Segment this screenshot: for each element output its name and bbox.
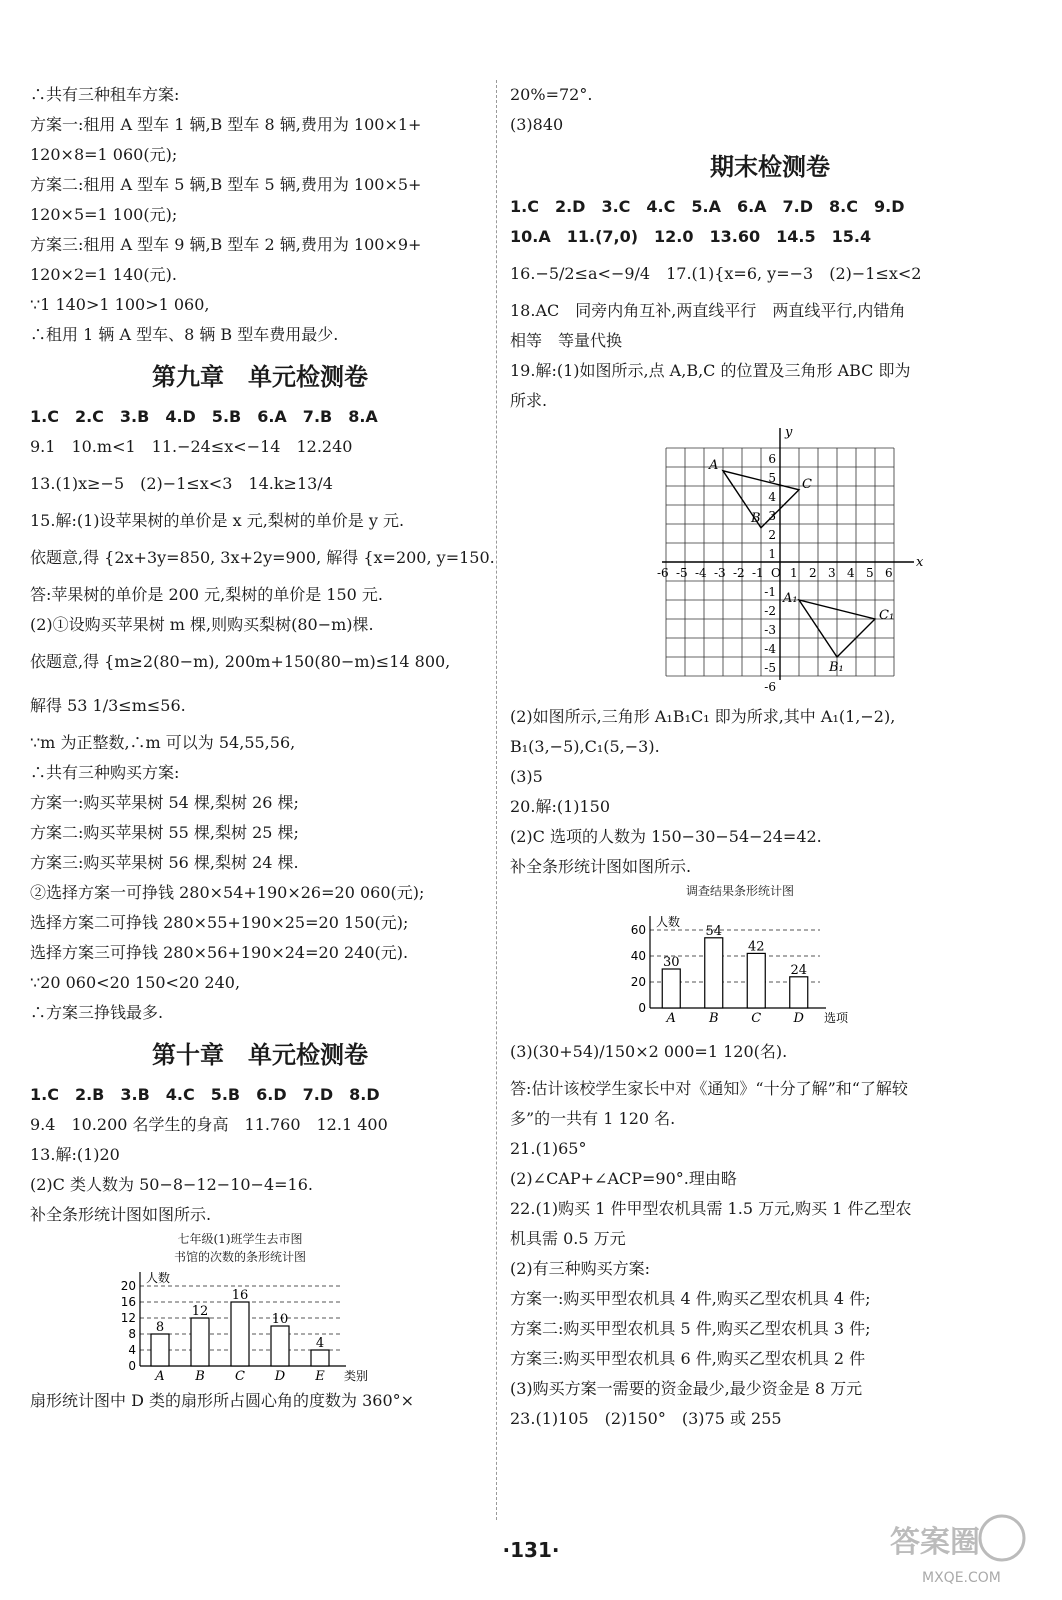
answer-line: 9.1 10.m<1 11.−24≤x<−14 12.240 <box>30 437 353 456</box>
answer-line: ②选择方案一可挣钱 280×54+190×26=20 060(元); <box>30 883 425 902</box>
watermark-text: 答案圈 <box>890 1525 980 1560</box>
category-label: C <box>235 1369 245 1384</box>
y-tick-label: 20 <box>120 1279 136 1293</box>
answer-line: (2)①设购买苹果树 m 棵,则购买梨树(80−m)棵. <box>30 615 374 634</box>
category-label: B <box>708 1011 719 1026</box>
y-tick-label: 5 <box>768 471 776 485</box>
answer-line: 方案三:购买甲型农机具 6 件,购买乙型农机具 2 件 <box>510 1349 866 1368</box>
data-label: 42 <box>747 939 765 955</box>
answer-line: 16.−5/2≤a<−9/4 17.(1){x=6, y=−3 (2)−1≤x<2 <box>510 264 922 283</box>
y-tick-label: 4 <box>128 1343 136 1357</box>
answer-line: 15.解:(1)设苹果树的单价是 x 元,梨树的单价是 y 元. <box>30 511 405 530</box>
y-axis-label: 人数 <box>146 1271 171 1285</box>
answer-line: (2)C 选项的人数为 150−30−54−24=42. <box>510 827 822 846</box>
y-tick-label: -3 <box>764 623 776 637</box>
answer-line: (3)5 <box>510 767 543 786</box>
y-tick-label: 3 <box>768 509 776 523</box>
answer-line: 10.A 11.(7,0) 12.0 13.60 14.5 15.4 <box>510 227 872 246</box>
answer-line: 方案一:购买甲型农机具 4 件,购买乙型农机具 4 件; <box>510 1289 871 1308</box>
answer-line: 1.C 2.B 3.B 4.C 5.B 6.D 7.D 8.D <box>30 1085 380 1104</box>
x-tick-label: 5 <box>866 566 874 580</box>
bar-chart-svg <box>110 1266 370 1386</box>
answer-line: (2)如图所示,三角形 A₁B₁C₁ 即为所求,其中 A₁(1,−2), <box>510 707 896 726</box>
answer-line: 扇形统计图中 D 类的扇形所占圆心角的度数为 360°× <box>30 1391 415 1410</box>
answer-line: 解得 53 1/3≤m≤56. <box>30 696 186 715</box>
category-label: D <box>793 1011 804 1026</box>
x-tick-label: 3 <box>828 566 836 580</box>
x-tick-label: 1 <box>790 566 798 580</box>
text-line: (3)840 <box>510 115 564 134</box>
point-label: C₁ <box>879 608 895 623</box>
text-line: 方案三:租用 A 型车 9 辆,B 型车 2 辆,费用为 100×9+ <box>30 235 422 254</box>
answer-line: 23.(1)105 (2)150° (3)75 或 255 <box>510 1409 782 1428</box>
answer-line: 13.解:(1)20 <box>30 1145 120 1164</box>
answer-line: ∵m 为正整数,∴m 可以为 54,55,56, <box>30 733 296 752</box>
point-label: B₁ <box>829 660 844 675</box>
answer-line: 22.(1)购买 1 件甲型农机具需 1.5 万元,购买 1 件乙型农 <box>510 1199 912 1218</box>
bar <box>151 1334 169 1366</box>
y-tick-label: 0 <box>128 1359 136 1373</box>
answer-line: 方案二:购买甲型农机具 5 件,购买乙型农机具 3 件; <box>510 1319 871 1338</box>
bar <box>705 938 723 1008</box>
point-label: C <box>802 476 812 492</box>
answer-line: (3)(30+54)/150×2 000=1 120(名). <box>510 1042 788 1061</box>
answer-line: 依题意,得 {2x+3y=850, 3x+2y=900, 解得 {x=200, y=150. <box>30 548 495 567</box>
answer-line: 所求. <box>510 391 548 410</box>
answer-line: (3)购买方案一需要的资金最少,最少资金是 8 万元 <box>510 1379 863 1398</box>
y-tick-label: -2 <box>764 604 776 618</box>
answer-line: 方案三:购买苹果树 56 棵,梨树 24 棵. <box>30 853 299 872</box>
y-axis-label: y <box>785 425 793 440</box>
y-tick-label: 2 <box>768 528 776 542</box>
point-label: A₁ <box>783 591 798 606</box>
data-label: 54 <box>705 923 723 939</box>
text-line: ∴共有三种租车方案: <box>30 85 180 104</box>
answer-line: B₁(3,−5),C₁(5,−3). <box>510 737 660 756</box>
answer-line: 9.4 10.200 名学生的身高 11.760 12.1 400 <box>30 1115 388 1134</box>
category-label: D <box>274 1369 286 1384</box>
x-tick-label: -1 <box>752 566 764 580</box>
bar <box>747 953 765 1008</box>
y-tick-label: 20 <box>630 975 646 989</box>
answer-line: ∴共有三种购买方案: <box>30 763 180 782</box>
answer-line: (2)∠CAP+∠ACP=90°.理由略 <box>510 1169 737 1188</box>
category-label: A <box>666 1011 676 1026</box>
x-tick-label: -4 <box>695 566 707 580</box>
y-tick-label: -4 <box>764 642 776 656</box>
answer-line: 方案一:购买苹果树 54 棵,梨树 26 棵; <box>30 793 299 812</box>
data-label: 10 <box>271 1312 289 1327</box>
text-line: 方案一:租用 A 型车 1 辆,B 型车 8 辆,费用为 100×1+ <box>30 115 422 134</box>
y-tick-label: 6 <box>768 452 776 466</box>
watermark-url: MXQE.COM <box>922 1570 1001 1586</box>
y-tick-label: -5 <box>764 661 776 675</box>
text-line: ∴租用 1 辆 A 型车、8 辆 B 型车费用最少. <box>30 325 339 344</box>
answer-line: 答:苹果树的单价是 200 元,梨树的单价是 150 元. <box>30 585 383 604</box>
y-tick-label: 1 <box>768 547 776 561</box>
point-label: B <box>751 510 761 526</box>
text-line: 120×8=1 060(元); <box>30 145 178 164</box>
x-axis-label: 类别 <box>344 1369 369 1383</box>
watermark-logo <box>882 1508 1032 1588</box>
chart-title-line: 七年级(1)班学生去市图 <box>177 1232 303 1246</box>
section-title-final: 期末检测卷 <box>710 153 830 181</box>
bar <box>231 1302 249 1366</box>
answer-line: 依题意,得 {m≥2(80−m), 200m+150(80−m)≤14 800, <box>30 652 451 671</box>
answer-line: 相等 等量代换 <box>510 331 623 350</box>
category-label: B <box>195 1369 205 1384</box>
data-label: 12 <box>191 1304 209 1319</box>
answer-line: ∴方案三挣钱最多. <box>30 1003 164 1022</box>
right-column <box>510 80 1030 1434</box>
data-label: 16 <box>231 1288 249 1303</box>
answer-line: 1.C 2.C 3.B 4.D 5.B 6.A 7.B 8.A <box>30 407 378 426</box>
y-tick-label: 60 <box>630 923 646 937</box>
answer-line: 选择方案三可挣钱 280×56+190×24=20 240(元). <box>30 943 409 962</box>
y-tick-label: -6 <box>764 680 776 694</box>
y-tick-label: 40 <box>630 949 646 963</box>
x-tick-label: -6 <box>657 566 669 580</box>
answer-line: ∵20 060<20 150<20 240, <box>30 973 241 992</box>
answer-line: 多”的一共有 1 120 名. <box>510 1109 676 1128</box>
y-tick-label: 16 <box>120 1295 136 1309</box>
answer-line: 答:估计该校学生家长中对《通知》“十分了解”和“了解较 <box>510 1079 908 1098</box>
section-title-ch10: 第十章 单元检测卷 <box>152 1041 368 1069</box>
y-tick-label: 12 <box>120 1311 136 1325</box>
y-tick-label: 0 <box>638 1001 646 1015</box>
answer-line: 方案二:购买苹果树 55 棵,梨树 25 棵; <box>30 823 299 842</box>
answer-line: 19.解:(1)如图所示,点 A,B,C 的位置及三角形 ABC 即为 <box>510 361 911 380</box>
category-label: C <box>751 1011 762 1026</box>
x-tick-label: 6 <box>885 566 893 580</box>
answer-line: 补全条形统计图如图所示. <box>510 857 692 876</box>
x-tick-label: 2 <box>809 566 817 580</box>
y-tick-label: 4 <box>768 490 776 504</box>
y-tick-label: -1 <box>764 585 776 599</box>
x-axis-label: x <box>916 555 924 570</box>
bar <box>662 969 680 1008</box>
x-tick-label: -3 <box>714 566 726 580</box>
answer-line: 20.解:(1)150 <box>510 797 611 816</box>
bar-chart-svg <box>620 900 860 1030</box>
bar-chart-library <box>110 1230 370 1386</box>
data-label: 8 <box>155 1320 165 1335</box>
answer-line: 机具需 0.5 万元 <box>510 1229 626 1248</box>
answer-line: 1.C 2.D 3.C 4.C 5.A 6.A 7.D 8.C 9.D <box>510 197 905 216</box>
chart-title-line: 书馆的次数的条形统计图 <box>173 1250 306 1264</box>
bar <box>191 1318 209 1366</box>
data-label: 24 <box>790 962 808 978</box>
x-axis-label: 选项 <box>824 1011 849 1025</box>
text-line: 120×2=1 140(元). <box>30 265 177 284</box>
answer-line: 补全条形统计图如图所示. <box>30 1205 212 1224</box>
left-column <box>30 80 495 1416</box>
chart-title: 调查结果条形统计图 <box>685 884 794 898</box>
text-line: 120×5=1 100(元); <box>30 205 178 224</box>
text-line: 方案二:租用 A 型车 5 辆,B 型车 5 辆,费用为 100×5+ <box>30 175 422 194</box>
data-label: 4 <box>315 1336 325 1351</box>
x-tick-label: -5 <box>676 566 688 580</box>
column-divider <box>496 80 497 1520</box>
bar <box>271 1326 289 1366</box>
x-tick-label: 4 <box>847 566 855 580</box>
category-label: A <box>155 1369 165 1384</box>
bar <box>311 1350 329 1366</box>
section-title-ch9: 第九章 单元检测卷 <box>152 363 368 391</box>
text-line: ∵1 140>1 100>1 060, <box>30 295 210 314</box>
coordinate-grid-figure <box>600 422 960 702</box>
answer-line: 21.(1)65° <box>510 1139 587 1158</box>
x-tick-label: O <box>771 566 781 580</box>
point-label: A <box>709 457 719 473</box>
data-label: 30 <box>662 955 680 970</box>
x-tick-label: -2 <box>733 566 745 580</box>
answer-line: 18.AC 同旁内角互补,两直线平行 两直线平行,内错角 <box>510 301 906 320</box>
answer-line: 选择方案二可挣钱 280×55+190×25=20 150(元); <box>30 913 409 932</box>
category-label: E <box>315 1369 325 1384</box>
answer-line: (2)有三种购买方案: <box>510 1259 651 1278</box>
y-tick-label: 8 <box>128 1327 136 1341</box>
watermark-circle <box>980 1516 1024 1560</box>
answer-line: 13.(1)x≥−5 (2)−1≤x<3 14.k≥13/4 <box>30 474 333 493</box>
text-line: 20%=72°. <box>510 85 593 104</box>
page-number: ·131· <box>502 1538 560 1562</box>
bar-chart-survey <box>620 882 860 1030</box>
answer-line: (2)C 类人数为 50−8−12−10−4=16. <box>30 1175 313 1194</box>
y-axis-label: 人数 <box>656 915 681 929</box>
bar <box>790 977 808 1008</box>
